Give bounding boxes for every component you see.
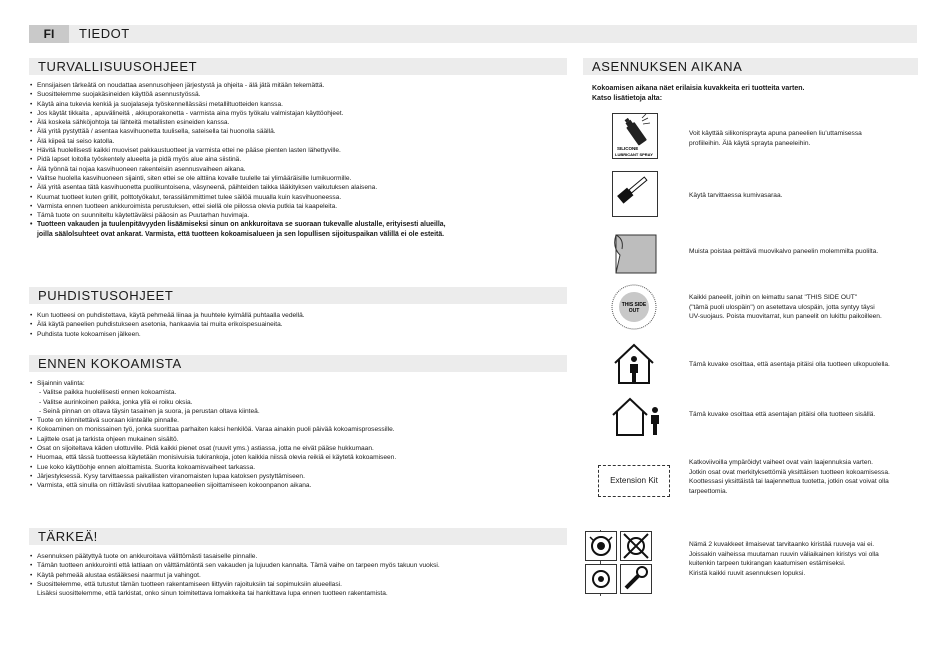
list-item: • Käytä pehmeää alustaa estääksesi naarmut ja vahingot. — [29, 571, 440, 580]
list-subitem: - Valitse paikka huolellisesti ennen kokoamista. — [39, 389, 177, 397]
wrench-icon — [620, 564, 652, 594]
list-item: • Lajittele osat ja tarkista ohjeen mukainen sisältö. — [29, 435, 396, 444]
text-line: tarpeettomia. — [689, 487, 728, 495]
list-item: • Älä yritä asentaa tätä kasvihuonetta puolikuntoisena, väsyneenä, päihteiden taikka lääkityksen vaikutuksen alaisena. — [29, 183, 446, 192]
installer-outside-icon — [611, 341, 657, 387]
extension-kit-label: Extension Kit — [610, 476, 658, 485]
text-line: Kiristä kaikki ruuvit asennuksen lopuksi. — [689, 569, 806, 577]
text-line: Koottessasi yksittäistä tai laajennettua tuotetta, jotkin osat voivat olla — [689, 478, 889, 486]
important-heading — [29, 528, 567, 545]
list-item: • Tämän tuotteen ankkurointi että lattiaan on välttämätöntä sen vakauden ja lujuuden kannalta. Tämä vaihe on tarpeen myös takuun vuoksi. — [29, 561, 440, 570]
intro-line: Kokoamisen aikana näet erilaisia kuvakkeita eri tuotteita varten. — [592, 85, 805, 92]
during-heading — [583, 58, 918, 75]
list-item: • Älä yritä pystyttää / asentaa kasvihuonetta tuulisella, sateisella tai huonolla säällä. — [29, 127, 446, 136]
list-item: Lisäksi suosittelemme, että tarkistat, onko sinun toimitettava lomakkeita tai hankittava lupa ennen tuotteen rakentamista. — [37, 590, 388, 598]
this-side-out-icon — [610, 283, 658, 331]
text-line: Katkoviivoilla ympäröidyt vaiheet ovat vain laajennuksia varten. — [689, 459, 873, 466]
screw-description — [689, 540, 919, 578]
safety-list — [29, 81, 446, 240]
sun-label: OUT — [628, 308, 640, 314]
text-line: Muista poistaa peittävä muovikalvo paneelin molemmilta puolilta. — [689, 248, 879, 255]
warning-line: • Tuotteen vakauden ja tuulenpitävyyden lisäämiseksi sinun on ankkuroitava se suoraan tukevalle alustalle, erityisesti alueilla, — [29, 220, 446, 230]
list-item: • Älä kiipeä tai seiso katolla. — [29, 137, 446, 146]
list-item: • Kuumat tuotteet kuten grillit, polttotyökalut, terassilämmittimet tulee säilöä muualla kuin kasvihuoneessa. — [29, 193, 446, 202]
during-title: ASENNUKSEN AIKANA — [592, 59, 743, 74]
list-item: • Varmista, että sinulla on riittävästi sivutilaa kattopaneelien sijoittamiseen kokoonpanon aikana. — [29, 481, 396, 490]
do-not-tighten-screw-icon — [620, 531, 652, 561]
installer-inside-icon — [611, 393, 663, 439]
before-list — [29, 379, 396, 491]
sun-description — [689, 293, 919, 322]
list-item: • Suosittelemme, että tutustut tämän tuotteen rakentamiseen liittyviin rajoituksiin tai sopimuksiin alueellasi. — [29, 580, 440, 589]
text-line: Kaikki paneelit, joihin on leimattu sanat "THIS SIDE OUT" — [689, 294, 858, 301]
header-title: TIEDOT — [79, 26, 130, 41]
list-subitem: - Seinä pinnan on oltava täysin tasainen ja suora, ja perustan oltava kiinteä. — [39, 407, 260, 415]
cleaning-heading — [29, 287, 567, 304]
text-line: Joissakin vaiheissa muutaman ruuvin väliaikainen kiristys voi olla — [689, 550, 879, 558]
spray-label: SILICONE — [617, 146, 639, 151]
header-bar — [29, 25, 917, 43]
list-item: • Älä koskela sähköjohtoja tai lähteitä metallisten esineiden kanssa. — [29, 118, 446, 127]
film-description — [689, 247, 919, 257]
spray-label: LUBRICANT SPRAY — [615, 152, 653, 157]
list-item: • Lue koko käyttöohje ennen aloittamista. Suorita kokoamisvaiheet tarkassa. — [29, 463, 396, 472]
list-item: • Älä työnnä tai nojaa kasvihuoneen rakenteisiin asennusvaiheen aikana. — [29, 165, 446, 174]
outside-description — [689, 360, 919, 370]
list-item: • Järjestyksessä. Kysy tarvittaessa paikallisten viranomaisten lupaa katoksen pystyttämiseen. — [29, 472, 396, 481]
text-line: Jotkin osat ovat merkityksettömiä yksittäisen tuotteen kokoamisessa. — [689, 468, 890, 476]
extension-description — [689, 458, 919, 496]
text-line: Nämä 2 kuvakkeet ilmaisevat tarvitaanko kiristää ruuveja vai ei. — [689, 541, 875, 548]
list-item: • Kokoaminen on monissainen työ, jonka suorittaa parhaiten kaksi henkilöä. Varaa ainakin puoli päivää kokoamisprosessille. — [29, 425, 396, 434]
list-item: • Ennsijaisen tärkeätä on noudattaa asennusohjeen järjestystä ja ohjeita - älä jätä mitään tekemättä. — [29, 81, 446, 90]
list-item: • Jos käytät tikkaita , apuvälineitä , akkuporakonetta - varmista aina myös työkalu valmistajan käyttöohjeet. — [29, 109, 446, 118]
list-item: • Varmista ennen tuotteen ankkuroimista perustuksen, ettei siellä ole piilossa olevia putkia tai kaapeleita. — [29, 202, 446, 211]
spray-description — [689, 129, 919, 148]
warning-line: joilla säälolsuhteet ovat ankarat. Varmista, että tuotteen kokoamisalueen ja sen lopullisen sijoituspaikan välillä ei ole esteitä. — [37, 231, 445, 239]
important-title: TÄRKEÄ! — [38, 529, 98, 544]
list-item: • Suosittelemme suojakäsineiden käyttöä asennustyössä. — [29, 90, 446, 99]
tighten-screw-icon — [585, 531, 617, 561]
list-item: • Osat on sijoiteltava käden ulottuville. Pidä kaikki pienet osat (ruuvit yms.) astiassa, jotta ne eivät pääse hukkumaan. — [29, 444, 396, 453]
list-subitem: - Valitse aurinkoinen paikka, jonka yllä ei roiku oksia. — [39, 398, 193, 406]
text-line: profiileihin. Älä käytä sprayta paneeleihin. — [689, 139, 811, 147]
safety-heading — [29, 58, 567, 75]
safety-title: TURVALLISUUSOHJEET — [38, 59, 198, 74]
list-item: • Kun tuotteesi on puhdistettava, käytä pehmeää liinaa ja huuhtele kylmällä puhtaalla vedellä. — [29, 311, 305, 320]
important-list — [29, 552, 440, 598]
list-item: • Valitse huolella kasvihuoneen sijainti, siten ettei se ole alttiina kovalle tuulelle tai ylimääräisille lumikuormille. — [29, 174, 446, 183]
text-line: ("tämä puoli ulospäin") on asetettava ulospäin, jotta syntyy täysi — [689, 303, 875, 311]
list-item: • Hävitä huolellisesti kaikki muoviset pakkaustuotteet ja varmista ettei ne pääse pienten lasten lähettyville. — [29, 146, 446, 155]
list-item: • Asennuksen päätyttyä tuote on ankkuroitava välittömästi tasaiselle pinnalle. — [29, 552, 440, 561]
list-item: • Huomaa, että tässä tuotteessa käytetään monisivuisia tukirankoja, joten kaikkia niissä olevia reikiä ei käytetä kokoamiseen. — [29, 453, 396, 462]
list-item: • Tämä tuote on suunniteltu käytettäväksi pääosin as Puutarhan huvimaja. — [29, 211, 446, 220]
inside-description — [689, 410, 919, 420]
protective-film-icon — [610, 227, 660, 277]
cleaning-title: PUHDISTUSOHJEET — [38, 288, 174, 303]
mallet-description — [689, 191, 919, 201]
during-intro — [592, 84, 804, 103]
before-heading — [29, 355, 567, 372]
list-item: • Tuote on kiinnitettävä suoraan kiinteälle pinnalle. — [29, 416, 396, 425]
silicone-spray-icon — [612, 113, 658, 159]
list-item: • Pidä lapset loitolla työskentely alueelta ja pidä myös alue aina siistinä. — [29, 155, 446, 164]
extension-kit-icon — [598, 465, 670, 497]
text-line: Käytä tarvittaessa kumivasaraa. — [689, 192, 783, 199]
text-line: Tämä kuvake osoittaa että asentajan pitäisi olla tuotteen sisällä. — [689, 411, 876, 418]
text-line: Voit käyttää silikonisprayta apuna paneelien liu'uttamisessa — [689, 130, 862, 137]
cleaning-list — [29, 311, 305, 339]
language-code: FI — [29, 25, 69, 43]
list-item: • Puhdista tuote kokoamisen jälkeen. — [29, 330, 305, 339]
sun-label: THIS SIDE — [621, 302, 647, 308]
list-item: • Älä käytä paneelien puhdistukseen asetonia, hankaavia tai muita erikoispesuaineita. — [29, 320, 305, 329]
before-title: ENNEN KOKOAMISTA — [38, 356, 182, 371]
mallet-icon — [612, 171, 658, 217]
list-item: • Sijainnin valinta: — [29, 379, 396, 388]
screw-nut-icon — [585, 564, 617, 594]
text-line: UV-suojaus. Poista muovitarrat, kun paneelit on lukittu paikoilleen. — [689, 313, 882, 321]
list-item: • Käytä aina tukevia kenkiä ja suojalaseja työskennellässäsi metalliltuotteiden kanssa. — [29, 100, 446, 109]
intro-line: Katso lisätietoja alta: — [592, 94, 663, 102]
text-line: Tämä kuvake osoittaa, että asentaja pitäisi olla tuotteen ulkopuolella. — [689, 361, 890, 368]
text-line: kuitenkin tarpeen tukirangan kaatumisen estämiseksi. — [689, 560, 846, 568]
